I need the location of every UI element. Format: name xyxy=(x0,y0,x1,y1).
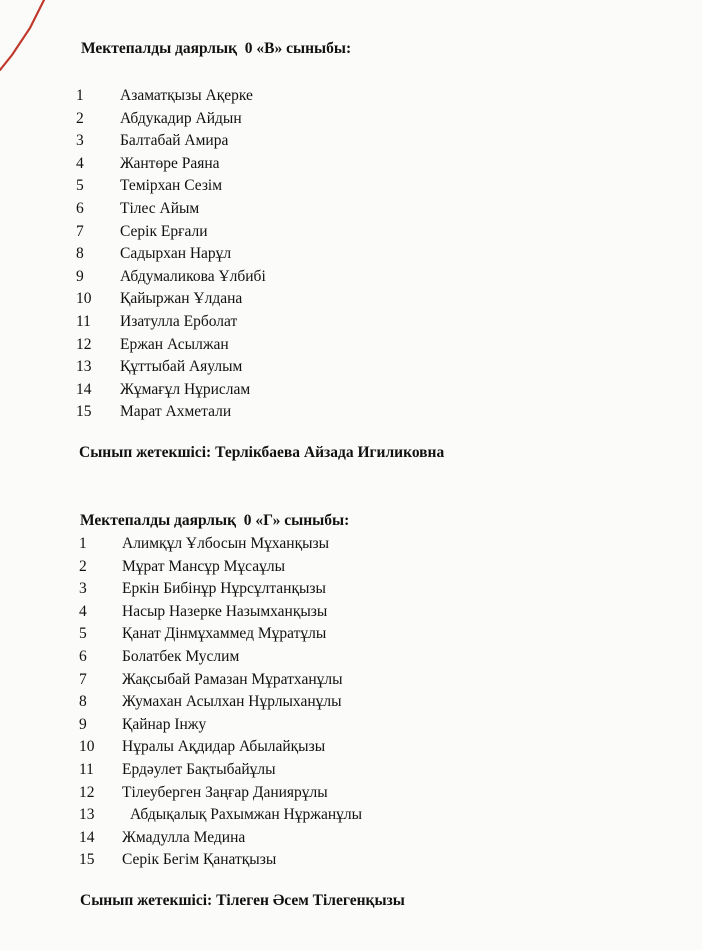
student-number: 2 xyxy=(76,109,84,127)
student-number: 11 xyxy=(76,313,91,330)
student-name: Тілеуберген Заңғар Даниярұлы xyxy=(122,783,328,801)
student-row xyxy=(76,109,496,129)
student-row xyxy=(76,154,496,174)
student-number: 10 xyxy=(79,738,95,756)
student-number: 4 xyxy=(76,154,84,172)
student-row xyxy=(79,692,499,712)
student-number: 3 xyxy=(76,132,84,150)
student-name: Темірхан Сезім xyxy=(120,177,223,195)
student-row xyxy=(79,624,499,644)
class-g-title: Мектепалды даярлық 0 «Г» сыныбы: xyxy=(80,512,350,529)
student-name: Абдукадир Айдын xyxy=(120,109,242,127)
student-number: 2 xyxy=(79,557,87,575)
student-name: Жантөре Раяна xyxy=(120,154,220,172)
student-row xyxy=(76,176,496,196)
student-row xyxy=(79,805,499,825)
student-name: Жумахан Асылхан Нұрлыханұлы xyxy=(122,693,342,711)
student-row xyxy=(76,199,496,219)
student-row xyxy=(76,335,496,355)
student-name: Болатбек Муслим xyxy=(122,648,240,665)
student-number: 5 xyxy=(79,625,87,643)
student-row xyxy=(79,715,499,735)
student-row xyxy=(76,222,496,242)
student-number: 6 xyxy=(76,200,84,217)
student-number: 9 xyxy=(76,267,84,285)
student-name: Серік Ерғали xyxy=(120,222,208,240)
student-name: Ержан Асылжан xyxy=(120,335,229,353)
student-name: Серік Бегім Қанатқызы xyxy=(122,851,277,869)
student-name: Қайыржан Ұлдана xyxy=(120,290,243,308)
student-row xyxy=(76,289,496,309)
student-name: Изатулла Ерболат xyxy=(120,313,238,330)
student-name: Алимқұл Ұлбосын Мұханқызы xyxy=(122,535,330,552)
student-number: 12 xyxy=(76,335,92,353)
student-row xyxy=(79,783,499,803)
student-number: 1 xyxy=(76,87,84,104)
student-name: Садырхан Нарұл xyxy=(120,245,232,263)
student-number: 8 xyxy=(76,245,84,263)
student-name: Жақсыбай Рамазан Мұратханұлы xyxy=(122,670,343,688)
student-number: 15 xyxy=(76,403,92,421)
student-number: 4 xyxy=(79,602,87,620)
student-name: Азаматқызы Ақерке xyxy=(120,87,253,104)
student-row xyxy=(76,131,496,151)
student-name: Тілес Айым xyxy=(120,200,200,217)
class-b-title: Мектепалды даярлық 0 «В» сыныбы: xyxy=(81,40,352,57)
student-name: Абдықалық Рахымжан Нұржанұлы xyxy=(130,806,363,824)
student-row xyxy=(76,244,496,264)
red-pen-mark xyxy=(0,0,60,80)
student-number: 1 xyxy=(79,535,87,552)
student-name: Мұрат Мансұр Мұсаұлы xyxy=(122,557,285,575)
student-row xyxy=(76,402,496,422)
student-row xyxy=(79,737,499,757)
student-name: Ердәулет Бақтыбайұлы xyxy=(122,761,276,778)
student-row xyxy=(79,602,499,622)
student-row xyxy=(79,647,499,667)
student-row xyxy=(79,670,499,690)
student-row xyxy=(79,579,499,599)
student-row xyxy=(76,267,496,287)
student-number: 12 xyxy=(79,783,95,801)
student-row xyxy=(79,557,499,577)
student-name: Қайнар Інжу xyxy=(122,715,207,733)
student-number: 14 xyxy=(76,380,92,398)
student-number: 8 xyxy=(79,693,87,711)
student-row xyxy=(76,357,496,377)
student-row xyxy=(79,534,499,554)
student-name: Нұралы Ақдидар Абылайқызы xyxy=(122,738,326,756)
student-number: 3 xyxy=(79,580,87,598)
student-number: 6 xyxy=(79,648,87,665)
class-b-teacher: Сынып жетекшісі: Терлікбаева Айзада Игиликовна xyxy=(79,444,445,461)
student-number: 10 xyxy=(76,290,92,308)
student-number: 15 xyxy=(79,851,95,869)
student-row xyxy=(79,760,499,780)
student-number: 11 xyxy=(79,761,94,778)
student-name: Құттыбай Аяулым xyxy=(120,358,243,376)
student-row xyxy=(79,828,499,848)
student-row xyxy=(76,86,496,106)
student-name: Насыр Назерке Назымханқызы xyxy=(122,602,328,620)
student-number: 13 xyxy=(76,358,92,376)
student-number: 5 xyxy=(76,177,84,195)
student-name: Жмадулла Медина xyxy=(122,828,246,846)
student-name: Еркін Бибінұр Нұрсұлтанқызы xyxy=(122,580,326,598)
student-row xyxy=(79,850,499,870)
student-name: Марат Ахметали xyxy=(120,403,232,421)
student-name: Балтабай Амира xyxy=(120,132,229,150)
student-name: Абдумаликова Ұлбибі xyxy=(120,267,266,285)
class-g-teacher: Сынып жетекшісі: Тілеген Әсем Тілегенқызы xyxy=(80,892,405,909)
student-number: 7 xyxy=(79,670,87,688)
student-number: 14 xyxy=(79,828,95,846)
student-number: 13 xyxy=(79,806,95,824)
student-number: 9 xyxy=(79,715,87,733)
student-name: Жұмағұл Нұрислам xyxy=(120,380,251,398)
student-name: Қанат Дінмұхаммед Мұратұлы xyxy=(122,625,327,643)
student-number: 7 xyxy=(76,222,84,240)
student-row xyxy=(76,312,496,332)
student-row xyxy=(76,380,496,400)
